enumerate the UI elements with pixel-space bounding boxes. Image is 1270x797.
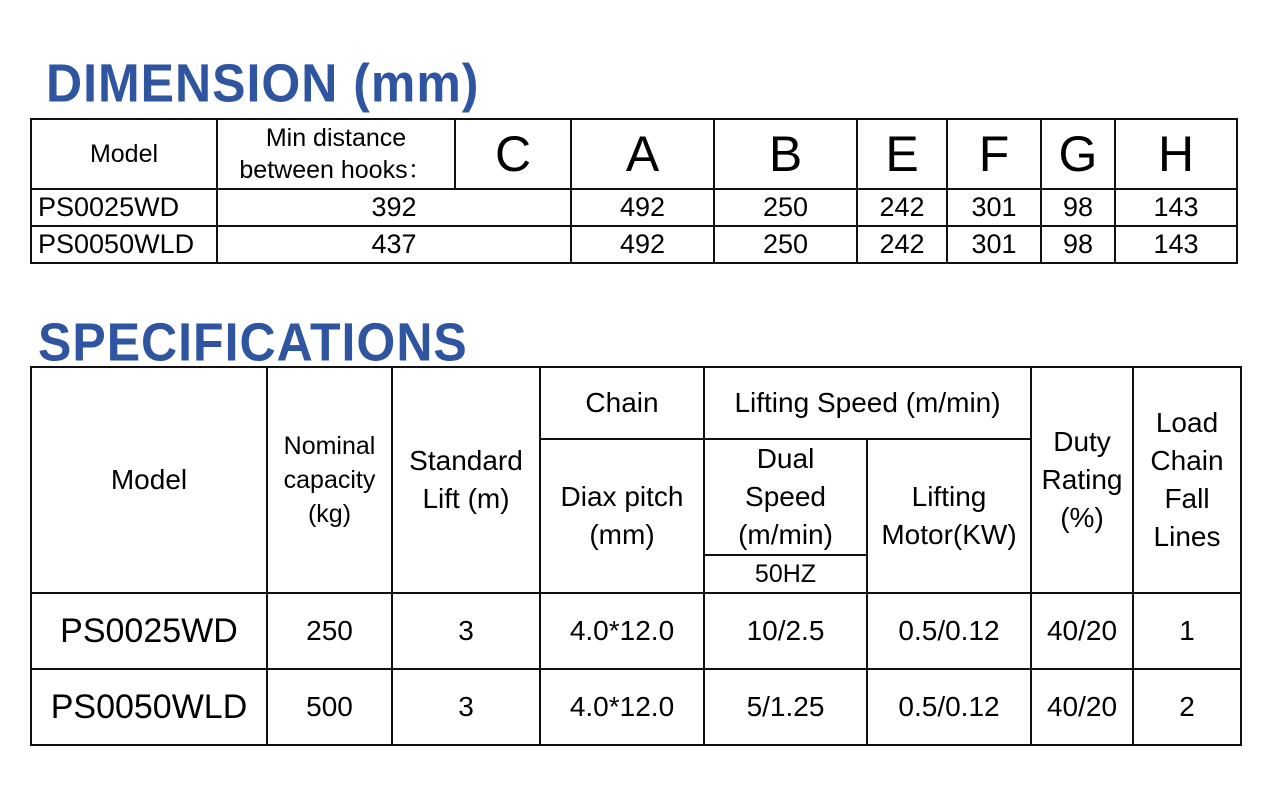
dim-header-b: B — [714, 119, 857, 189]
spec-header-standard-lift — [392, 367, 540, 593]
dim-a-cell: 492 — [571, 226, 714, 263]
dim-header-min-distance-line1: Min distance — [265, 123, 407, 152]
dim-e-cell: 242 — [857, 189, 947, 226]
spec-header-model: Model — [31, 367, 267, 593]
spec-header-diax-pitch — [540, 439, 704, 593]
dim-model-cell: PS0025WD — [31, 189, 217, 226]
duty-rating-line: Duty — [1053, 426, 1111, 457]
load-chain-line: Load — [1155, 406, 1219, 438]
dim-header-min-distance — [217, 119, 455, 189]
lifting-motor-line: Motor(KW) — [881, 519, 1017, 551]
nominal-capacity-line: capacity — [283, 466, 376, 495]
spec-header-row — [31, 367, 1241, 439]
spec-chain-cell: 4.0*12.0 — [540, 669, 704, 745]
spec-fall-lines-cell: 2 — [1133, 669, 1241, 745]
dim-header-h: H — [1115, 119, 1237, 189]
dim-e-cell: 242 — [857, 226, 947, 263]
spec-lift-cell: 3 — [392, 669, 540, 745]
dual-speed-line: (m/min) — [738, 519, 833, 551]
spec-duty-cell: 40/20 — [1031, 593, 1133, 669]
spec-header-load-chain-fall-lines — [1133, 367, 1241, 593]
diax-pitch-line: (mm) — [589, 519, 655, 551]
dim-header-model: Model — [31, 119, 217, 189]
spec-header-chain: Chain — [540, 367, 704, 439]
specifications-heading: SPECIFICATIONS — [38, 311, 468, 373]
dual-speed-line: Speed — [745, 481, 826, 513]
spec-header-frequency: 50HZ — [704, 555, 867, 593]
lifting-motor-line: Lifting — [911, 481, 987, 513]
spec-motor-cell: 0.5/0.12 — [867, 669, 1031, 745]
dimension-header-row — [31, 119, 1237, 189]
spec-row — [31, 669, 1241, 745]
dim-min-distance-cell: 392 — [217, 189, 571, 226]
dim-a-cell: 492 — [571, 189, 714, 226]
diax-pitch-line: Diax pitch — [560, 481, 684, 513]
spec-fall-lines-cell: 1 — [1133, 593, 1241, 669]
spec-header-lifting-motor — [867, 439, 1031, 593]
dim-b-cell: 250 — [714, 226, 857, 263]
dim-h-cell: 143 — [1115, 189, 1237, 226]
dim-f-cell: 301 — [947, 189, 1041, 226]
spec-speed-cell: 5/1.25 — [704, 669, 867, 745]
spec-header-nominal-capacity — [267, 367, 392, 593]
dim-b-cell: 250 — [714, 189, 857, 226]
spec-header-lifting-speed: Lifting Speed (m/min) — [704, 367, 1031, 439]
spec-model-cell: PS0025WD — [31, 593, 267, 669]
dim-g-cell: 98 — [1041, 189, 1115, 226]
duty-rating-line: (%) — [1060, 502, 1104, 534]
load-chain-line: Fall — [1164, 483, 1210, 515]
dimension-row — [31, 226, 1237, 263]
dim-g-cell: 98 — [1041, 226, 1115, 263]
standard-lift-line: Lift (m) — [422, 483, 510, 515]
spec-capacity-cell: 500 — [267, 669, 392, 745]
dim-header-e: E — [857, 119, 947, 189]
dim-h-cell: 143 — [1115, 226, 1237, 263]
spec-row — [31, 593, 1241, 669]
load-chain-line: Chain — [1150, 445, 1224, 477]
dual-speed-line: Dual — [756, 443, 815, 474]
spec-chain-cell: 4.0*12.0 — [540, 593, 704, 669]
nominal-capacity-line: (kg) — [307, 500, 352, 529]
specifications-table — [30, 366, 1242, 746]
dimension-heading: DIMENSION (mm) — [46, 52, 480, 114]
dim-header-g: G — [1041, 119, 1115, 189]
spec-header-duty-rating — [1031, 367, 1133, 593]
dim-header-min-distance-line2: between hooks： — [239, 156, 433, 184]
duty-rating-line: Rating — [1041, 464, 1123, 496]
spec-motor-cell: 0.5/0.12 — [867, 593, 1031, 669]
dim-min-distance-cell: 437 — [217, 226, 571, 263]
spec-model-cell: PS0050WLD — [31, 669, 267, 745]
nominal-capacity-line: Nominal — [283, 432, 376, 461]
dimension-row — [31, 189, 1237, 226]
dim-header-f: F — [947, 119, 1041, 189]
spec-speed-cell: 10/2.5 — [704, 593, 867, 669]
spec-duty-cell: 40/20 — [1031, 669, 1133, 745]
standard-lift-line: Standard — [409, 445, 523, 477]
dim-header-a: A — [571, 119, 714, 189]
dim-header-c: C — [455, 119, 571, 189]
dimension-table — [30, 118, 1238, 264]
spec-header-dual-speed — [704, 439, 867, 555]
load-chain-line: Lines — [1153, 521, 1221, 553]
dim-f-cell: 301 — [947, 226, 1041, 263]
spec-capacity-cell: 250 — [267, 593, 392, 669]
dim-model-cell: PS0050WLD — [31, 226, 217, 263]
spec-lift-cell: 3 — [392, 593, 540, 669]
